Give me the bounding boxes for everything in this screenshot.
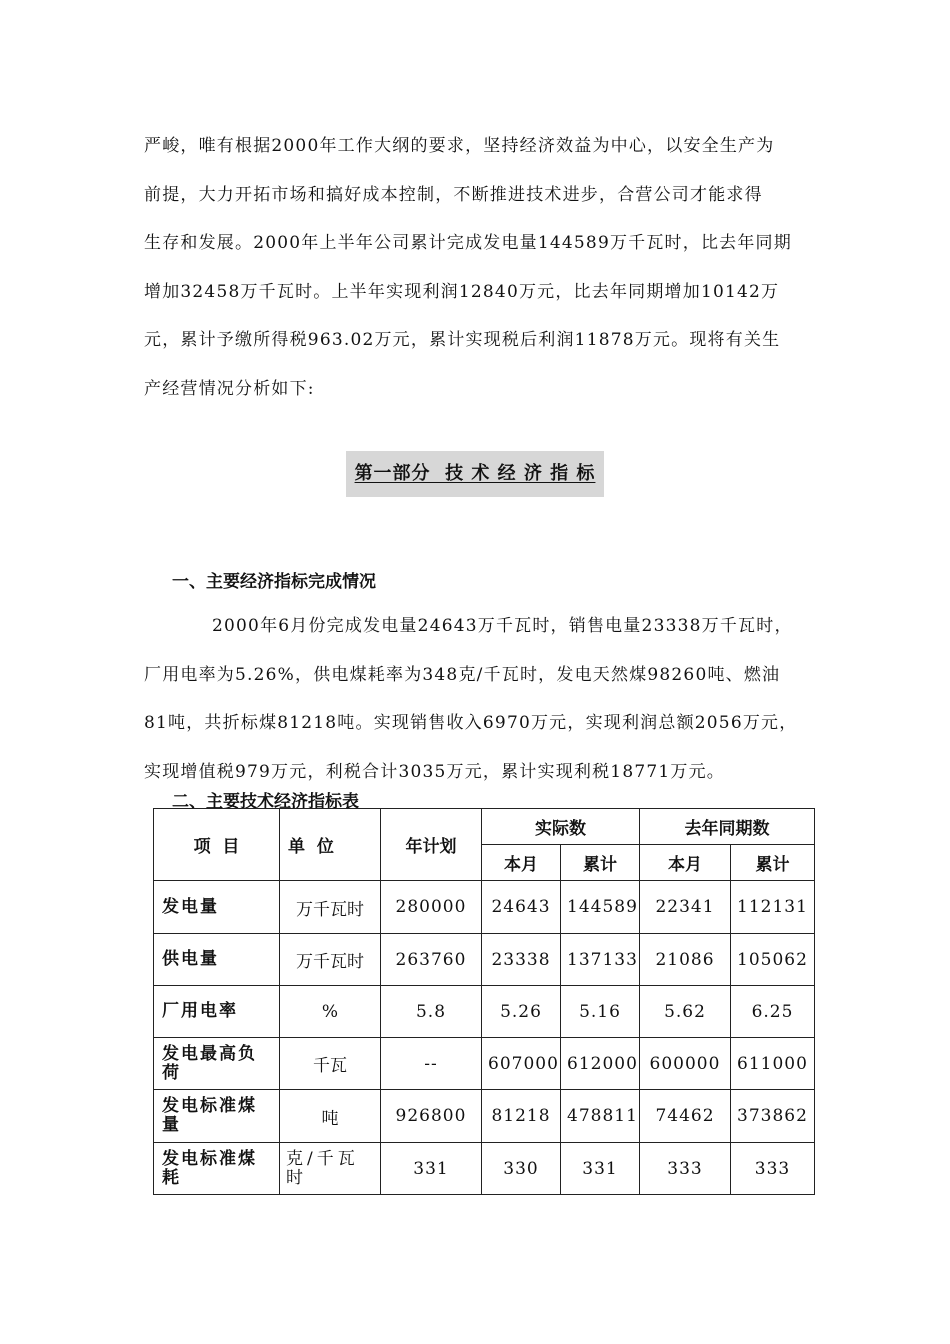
header-actual: 实际数 [482, 809, 640, 845]
row-name: 发电量 [154, 881, 280, 934]
row-name: 厂用电率 [154, 986, 280, 1038]
intro-line: 元，累计予缴所得税963.02万元，累计实现税后利润11878万元。现将有关生 [144, 330, 781, 351]
row-ly-cumulative: 105062 [731, 934, 815, 986]
table-row [154, 1038, 815, 1090]
intro-line: 增加32458万千瓦时。上半年实现利润12840万元，比去年同期增加10142万 [144, 281, 780, 302]
row-ly-month: 600000 [640, 1038, 731, 1090]
row-ly-cumulative: 333 [731, 1143, 815, 1195]
summary-line: 实现增值税979万元，利税合计3035万元，累计实现利税18771万元。 [144, 761, 725, 782]
row-name: 供电量 [154, 934, 280, 986]
row-actual-cumulative: 478811 [561, 1090, 640, 1143]
row-ly-month: 22341 [640, 881, 731, 934]
row-actual-cumulative: 5.16 [561, 986, 640, 1038]
row-ly-month: 333 [640, 1143, 731, 1195]
row-ly-cumulative: 6.25 [731, 986, 815, 1038]
header-plan: 年计划 [381, 809, 482, 881]
intro-line: 生存和发展。2000年上半年公司累计完成发电量144589万千瓦时，比去年同期 [144, 233, 792, 254]
section-title [346, 451, 604, 497]
summary-line: 2000年6月份完成发电量24643万千瓦时，销售电量23338万千瓦时， [212, 616, 793, 636]
table-row [154, 934, 815, 986]
row-unit: 千瓦 [280, 1038, 381, 1090]
row-name: 发电标准煤耗 [154, 1143, 280, 1195]
row-actual-month: 24643 [482, 881, 561, 934]
table-row [154, 986, 815, 1038]
intro-line: 前提，大力开拓市场和搞好成本控制，不断推进技术进步，合营公司才能求得 [144, 184, 763, 205]
row-ly-cumulative: 611000 [731, 1038, 815, 1090]
row-plan: 926800 [381, 1090, 482, 1143]
row-unit: 万千瓦时 [280, 881, 381, 934]
heading-economic-indicators: 一、主要经济指标完成情况 [172, 572, 376, 592]
row-name: 发电标准煤量 [154, 1090, 280, 1143]
row-plan: 331 [381, 1143, 482, 1195]
intro-line: 产经营情况分析如下: [144, 378, 315, 399]
heading-technical-table: 二、主要技术经济指标表 [172, 792, 359, 812]
row-actual-cumulative: 137133 [561, 934, 640, 986]
row-plan: 5.8 [381, 986, 482, 1038]
row-plan: -- [381, 1038, 482, 1090]
row-actual-month: 607000 [482, 1038, 561, 1090]
table-row [154, 1143, 815, 1195]
section-title-text: 第一部分 技 术 经 济 指 标 [354, 463, 596, 484]
table-header-row [154, 809, 815, 845]
summary-line: 81吨，共折标煤81218吨。实现销售收入6970万元，实现利润总额2056万元， [144, 713, 798, 734]
row-unit: 万千瓦时 [280, 934, 381, 986]
header-actual-cumulative: 累计 [561, 845, 640, 881]
table-row [154, 1090, 815, 1143]
row-actual-month: 5.26 [482, 986, 561, 1038]
row-name: 发电最高负荷 [154, 1038, 280, 1090]
table-row [154, 881, 815, 934]
header-ly-month: 本月 [640, 845, 731, 881]
intro-line: 严峻，唯有根据2000年工作大纲的要求，坚持经济效益为中心，以安全生产为 [144, 136, 775, 156]
row-actual-cumulative: 331 [561, 1143, 640, 1195]
metrics-table [153, 808, 815, 1195]
intro-paragraph [144, 134, 814, 426]
row-plan: 263760 [381, 934, 482, 986]
row-actual-month: 23338 [482, 934, 561, 986]
row-actual-cumulative: 144589 [561, 881, 640, 934]
summary-line: 厂用电率为5.26%，供电煤耗率为348克/千瓦时，发电天然煤98260吨、燃油 [144, 664, 781, 685]
summary-paragraph [144, 614, 814, 808]
header-actual-month: 本月 [482, 845, 561, 881]
row-unit: 克/千瓦时 [280, 1143, 381, 1195]
row-plan: 280000 [381, 881, 482, 934]
row-actual-month: 330 [482, 1143, 561, 1195]
header-ly-cumulative: 累计 [731, 845, 815, 881]
row-actual-month: 81218 [482, 1090, 561, 1143]
header-last-year: 去年同期数 [640, 809, 815, 845]
row-ly-cumulative: 112131 [731, 881, 815, 934]
header-item: 项 目 [154, 809, 280, 881]
row-unit: % [280, 986, 381, 1038]
row-unit: 吨 [280, 1090, 381, 1143]
row-actual-cumulative: 612000 [561, 1038, 640, 1090]
header-unit: 单 位 [280, 809, 381, 881]
row-ly-cumulative: 373862 [731, 1090, 815, 1143]
row-ly-month: 74462 [640, 1090, 731, 1143]
row-ly-month: 21086 [640, 934, 731, 986]
row-ly-month: 5.62 [640, 986, 731, 1038]
